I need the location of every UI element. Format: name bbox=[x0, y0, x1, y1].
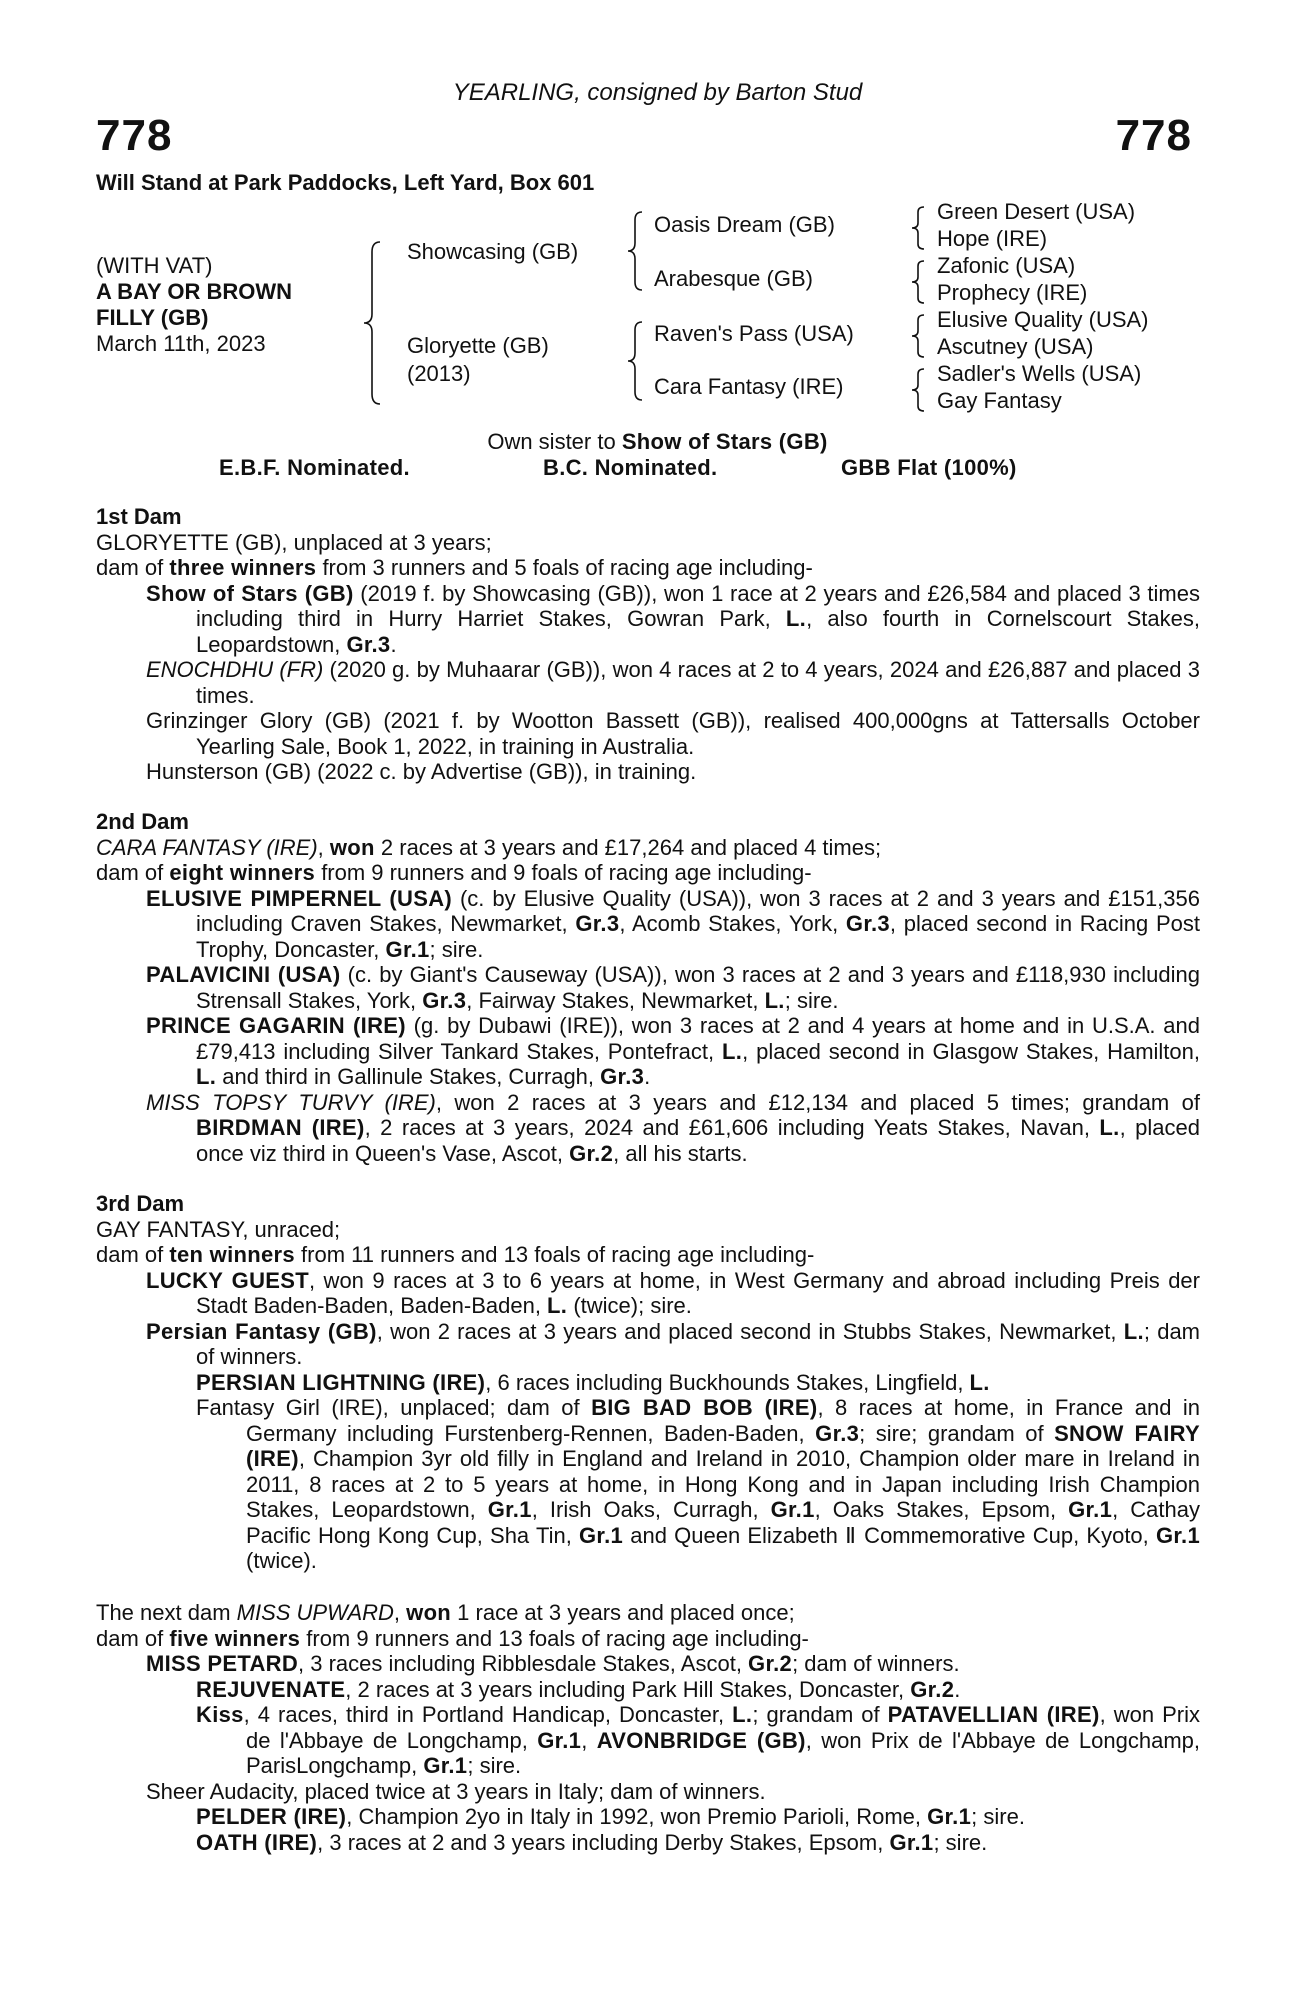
ped-sire: Showcasing (GB) bbox=[407, 239, 579, 264]
brace-ds bbox=[910, 313, 928, 359]
bc-nominated: B.C. Nominated. bbox=[543, 455, 718, 480]
ped-sdd: Prophecy (IRE) bbox=[937, 280, 1088, 305]
ped-dds: Sadler's Wells (USA) bbox=[937, 361, 1142, 386]
horse-desc-line1: A BAY OR BROWN bbox=[96, 279, 292, 304]
ped-dd: Cara Fantasy (IRE) bbox=[654, 374, 844, 399]
ped-ss: Oasis Dream (GB) bbox=[654, 212, 835, 237]
ped-ddd: Gay Fantasy bbox=[937, 388, 1062, 413]
own-sister-note: Own sister to Show of Stars (GB) bbox=[487, 429, 828, 454]
produce-entry: OATH (IRE), 3 races at 2 and 3 years including Derby Stakes, Epsom, Gr.1; sire. bbox=[196, 1829, 988, 1855]
ped-ds: Raven's Pass (USA) bbox=[654, 321, 854, 346]
produce-entry: PRINCE GAGARIN (IRE) (g. by Dubawi (IRE)), won 3 races at 2 and 4 years at home and in U.S.A. and £79,413 including Silver Tankard Stakes, Pontefract, L., placed second in Glasgow Stakes, Hamilton, L. and third in Gallinule Stakes, Curragh, Gr.3. bbox=[146, 1013, 1201, 1089]
produce-entry: Show of Stars (GB) (2019 f. by Showcasing (GB)), won 1 race at 2 years and £26,584 and placed 3 times including third in Hurry Harriet Stakes, Gowran Park, L., also fourth in Cornelscourt Stakes, Leopardstown, Gr.3. bbox=[146, 580, 1200, 657]
lot-number-left: 778 bbox=[96, 111, 173, 160]
produce-entry: MISS PETARD, 3 races including Ribblesdale Stakes, Ascot, Gr.2; dam of winners. bbox=[146, 1651, 960, 1676]
produce-entry: PELDER (IRE), Champion 2yo in Italy in 1992, won Premio Parioli, Rome, Gr.1; sire. bbox=[196, 1804, 1025, 1829]
ped-sd: Arabesque (GB) bbox=[654, 266, 813, 291]
ped-dam: Gloryette (GB) bbox=[407, 333, 549, 358]
first-dam-section bbox=[96, 504, 1200, 785]
dam-name-line: The next dam MISS UPWARD, won 1 race at 3 years and placed once; bbox=[96, 1600, 795, 1625]
produce-entry: Fantasy Girl (IRE), unplaced; dam of BIG BAD BOB (IRE), 8 races at home, in France and in Germany including Furstenberg-Rennen, Baden-Baden, Gr.3; sire; grandam of SNOW FAIRY (IRE), Champion 3yr old filly in England and Ireland in 2010, Champion older mare in Ireland in 2011, 8 races at 2 to 5 years at home, in Hong Kong and in Japan including Irish Champion Stakes, Leopardstown, Gr.1, Irish Oaks, Curragh, Gr.1, Oaks Stakes, Epsom, Gr.1, Cathay Pacific Hong Kong Cup, Sha Tin, Gr.1 and Queen Elizabeth Ⅱ Commemorative Cup, Kyoto, Gr.1 (twice). bbox=[196, 1395, 1200, 1573]
produce-entry: REJUVENATE, 2 races at 3 years including Park Hill Stakes, Doncaster, Gr.2. bbox=[196, 1676, 961, 1702]
dam-produce-line: dam of ten winners from 11 runners and 13 foals of racing age including- bbox=[96, 1242, 815, 1267]
gbb-flat: GBB Flat (100%) bbox=[841, 455, 1017, 480]
section-heading: 1st Dam bbox=[96, 504, 182, 529]
produce-entry: PERSIAN LIGHTNING (IRE), 6 races including Buckhounds Stakes, Lingfield, L. bbox=[196, 1369, 990, 1395]
produce-entry: ENOCHDHU (FR) (2020 g. by Muhaarar (GB)), won 4 races at 2 to 4 years, 2024 and £26,887 and placed 3 times. bbox=[146, 657, 1200, 708]
section-heading: 2nd Dam bbox=[96, 809, 189, 834]
brace-main bbox=[362, 240, 384, 406]
produce-entry: LUCKY GUEST, won 9 races at 3 to 6 years at home, in West Germany and abroad including Preis der Stadt Baden-Baden, Baden-Baden, L. (twice); sire. bbox=[146, 1267, 1200, 1318]
dam-produce-line: dam of three winners from 3 runners and 5 foals of racing age including- bbox=[96, 555, 813, 580]
section-heading: 3rd Dam bbox=[96, 1191, 185, 1216]
ebf-nominated: E.B.F. Nominated. bbox=[219, 455, 410, 480]
produce-entry: MISS TOPSY TURVY (IRE), won 2 races at 3 years and £12,134 and placed 5 times; grandam of BIRDMAN (IRE), 2 races at 3 years, 2024 and £61,606 including Yeats Stakes, Navan, L., placed once viz third in Queen's Vase, Ascot, Gr.2, all his starts. bbox=[146, 1089, 1201, 1166]
brace-sire bbox=[626, 210, 646, 292]
ped-ssd: Hope (IRE) bbox=[937, 226, 1048, 251]
dam-name-line: GLORYETTE (GB), unplaced at 3 years; bbox=[96, 529, 492, 555]
ped-dss: Elusive Quality (USA) bbox=[937, 307, 1149, 332]
ped-dsd: Ascutney (USA) bbox=[937, 334, 1094, 359]
produce-entry: Grinzinger Glory (GB) (2021 f. by Wootton Bassett (GB)), realised 400,000gns at Tattersalls October Yearling Sale, Book 1, 2022, in training in Australia. bbox=[146, 708, 1200, 759]
page-title: YEARLING, consigned by Barton Stud bbox=[452, 79, 863, 106]
ped-sss: Green Desert (USA) bbox=[937, 199, 1136, 224]
produce-entry: Sheer Audacity, placed twice at 3 years in Italy; dam of winners. bbox=[146, 1778, 766, 1804]
dam-name-line: CARA FANTASY (IRE), won 2 races at 3 years and £17,264 and placed 4 times; bbox=[96, 834, 882, 860]
foaling-date: March 11th, 2023 bbox=[96, 331, 266, 356]
dam-produce-line: dam of eight winners from 9 runners and 9 foals of racing age including- bbox=[96, 860, 812, 885]
next-dam-section bbox=[96, 1600, 1200, 1855]
dam-name-line: GAY FANTASY, unraced; bbox=[96, 1216, 341, 1242]
horse-desc-line2: FILLY (GB) bbox=[96, 305, 209, 330]
lot-number-right: 778 bbox=[1115, 111, 1192, 160]
third-dam-section bbox=[96, 1191, 1200, 1574]
produce-entry: Hunsterson (GB) (2022 c. by Advertise (GB)), in training. bbox=[146, 759, 697, 784]
horse-description bbox=[96, 253, 292, 357]
ped-sds: Zafonic (USA) bbox=[937, 253, 1076, 278]
produce-entry: Persian Fantasy (GB), won 2 races at 3 years and placed second in Stubbs Stakes, Newmarket, L.; dam of winners. bbox=[146, 1318, 1200, 1369]
second-dam-section bbox=[96, 809, 1200, 1166]
ped-dam-year: (2013) bbox=[407, 361, 471, 386]
brace-dd bbox=[910, 367, 928, 413]
produce-entry: Kiss, 4 races, third in Portland Handicap, Doncaster, L.; grandam of PATAVELLIAN (IRE), won Prix de l'Abbaye de Longchamp, Gr.1, AVONBRIDGE (GB), won Prix de l'Abbaye de Longchamp, ParisLongchamp, Gr.1; sire. bbox=[196, 1702, 1200, 1778]
vat-note: (WITH VAT) bbox=[96, 253, 213, 278]
brace-ss bbox=[910, 205, 928, 251]
produce-entry: ELUSIVE PIMPERNEL (USA) (c. by Elusive Quality (USA)), won 3 races at 2 and 3 years and £151,356 including Craven Stakes, Newmarket, Gr.3, Acomb Stakes, York, Gr.3, placed second in Racing Post Trophy, Doncaster, Gr.1; sire. bbox=[146, 885, 1201, 962]
dam-produce-line: dam of five winners from 9 runners and 13 foals of racing age including- bbox=[96, 1625, 809, 1651]
location-line: Will Stand at Park Paddocks, Left Yard, Box 601 bbox=[96, 170, 595, 195]
produce-entry: PALAVICINI (USA) (c. by Giant's Causeway (USA)), won 3 races at 2 and 3 years and £118,930 including Strensall Stakes, York, Gr.3, Fairway Stakes, Newmarket, L.; sire. bbox=[146, 962, 1201, 1013]
brace-dam bbox=[626, 320, 646, 402]
brace-sd bbox=[910, 259, 928, 305]
